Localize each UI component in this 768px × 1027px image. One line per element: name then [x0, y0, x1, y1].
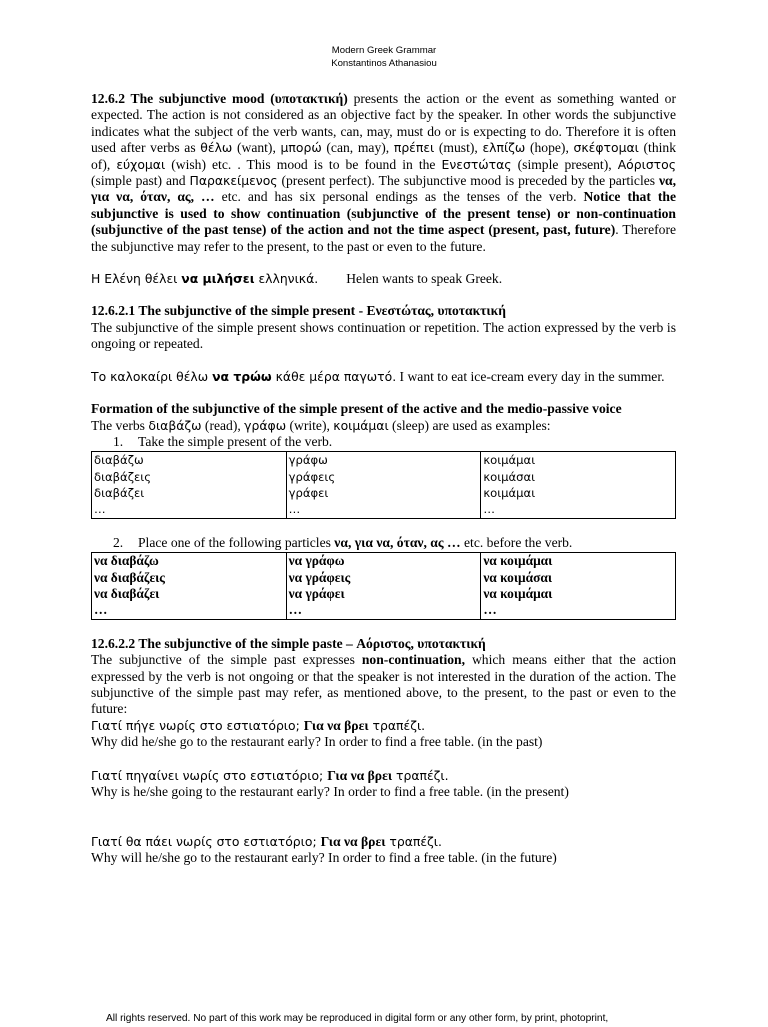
- copyright-footer: All rights reserved. No part of this work may be reproduced in digital form or any other form, by print, photoprint,: [106, 1013, 609, 1024]
- example-future-greek: Γιατί θα πάει νωρίς στο εστιατόριο; Για να βρει τραπέζι.: [91, 833, 442, 849]
- document-body: [91, 91, 676, 866]
- subjunctive-mood-intro: 12.6.2 The subjunctive mood (υποτακτική) presents the action or the event as something wanted or expected. The action is not considered as an objective fact by the speaker. In other words the subjunctive indicates what the subject of the verb wants, can, may, must do or is expecting to do. Therefore it is often used after verbs as θέλω (want), μπορώ (can, may), πρέπει (must), ελπίζω (hope), σκέφτομαι (think of), εύχομαι (wish) etc. . This mood is to be found in the Ενεστώτας (simple present), Αόριστος (simple past) and Παρακείμενος (present perfect). The subjunctive mood is preceded by the particles να, για να, όταν, ας, … etc. and has six personal endings as the tenses of the verb. Notice that the subjunctive is used to show continuation (subjunctive of the present tense) or non-continuation (subjunctive of the past tense) of the action and not the time aspect (present, past, future). Therefore the subjunctive may refer to the present, to the past or even to the future.: [91, 91, 677, 254]
- table-cell-koimamai: κοιμάμαι κοιμάσαι κοιμάμαι …: [481, 452, 676, 519]
- example-present-greek: Γιατί πηγαίνει νωρίς στο εστιατόριο; Για να βρει τραπέζι.: [91, 767, 449, 783]
- simple-past-description: The subjunctive of the simple past expresses non-continuation, which means either that the action expressed by the verb is not ongoing or that the speaker is not interested in the duration of the action. The subjunctive of the simple past may refer, as mentioned above, to the present, to the past or even to the future:: [91, 652, 677, 717]
- example-present-english: Why is he/she going to the restaurant early? In order to find a free table. (in the present): [91, 784, 569, 800]
- table-row: [92, 452, 676, 519]
- book-title: Modern Greek Grammar: [331, 45, 437, 56]
- simple-present-description: The subjunctive of the simple present shows continuation or repetition. The action expressed by the verb is ongoing or repeated.: [91, 319, 676, 352]
- example-helen: Η Ελένη θέλει να μιλήσει ελληνικά. Helen wants to speak Greek.: [91, 271, 503, 287]
- example-past-english: Why did he/she go to the restaurant early? In order to find a free table. (in the past): [91, 734, 543, 750]
- formation-heading: Formation of the subjunctive of the simple present of the active and the medio-passive voice: [91, 401, 622, 417]
- book-author: Konstantinos Athanasiou: [331, 58, 437, 69]
- subjunctive-present-table: [91, 552, 676, 620]
- table-cell-na-diavazo: να διαβάζω να διαβάζεις να διαβάζει …: [92, 553, 287, 620]
- example-ice-cream: Το καλοκαίρι θέλω να τρώω κάθε μέρα παγωτό. I want to eat ice-cream every day in the summer.: [91, 368, 665, 384]
- step-1: 1. Take the simple present of the verb.: [113, 433, 333, 449]
- table-cell-grafo: γράφω γράφεις γράφει …: [286, 452, 481, 519]
- section-heading-12-6-2-1: 12.6.2.1 The subjunctive of the simple present - Ενεστώτας, υποτακτική: [91, 303, 506, 319]
- step-2: 2. Place one of the following particles να, για να, όταν, ας … etc. before the verb.: [113, 534, 573, 550]
- example-verbs-line: The verbs διαβάζω (read), γράφω (write), κοιμάμαι (sleep) are used as examples:: [91, 417, 551, 433]
- section-heading-12-6-2-2: 12.6.2.2 The subjunctive of the simple paste – Αόριστος, υποτακτική: [91, 635, 486, 651]
- section-heading-12-6-2: 12.6.2 The subjunctive mood (υποτακτική): [91, 91, 348, 106]
- table-row: [92, 553, 676, 620]
- table-cell-na-grafo: να γράφω να γράφεις να γράφει …: [286, 553, 481, 620]
- example-past-greek: Γιατί πήγε νωρίς στο εστιατόριο; Για να βρει τραπέζι.: [91, 717, 426, 733]
- page-header: [0, 44, 768, 70]
- simple-present-table: [91, 451, 676, 519]
- table-cell-na-koimamai: να κοιμάμαι να κοιμάσαι να κοιμάμαι …: [481, 553, 676, 620]
- example-future-english: Why will he/she go to the restaurant early? In order to find a free table. (in the future): [91, 849, 557, 865]
- table-cell-diavazo: διαβάζω διαβάζεις διαβάζει …: [92, 452, 287, 519]
